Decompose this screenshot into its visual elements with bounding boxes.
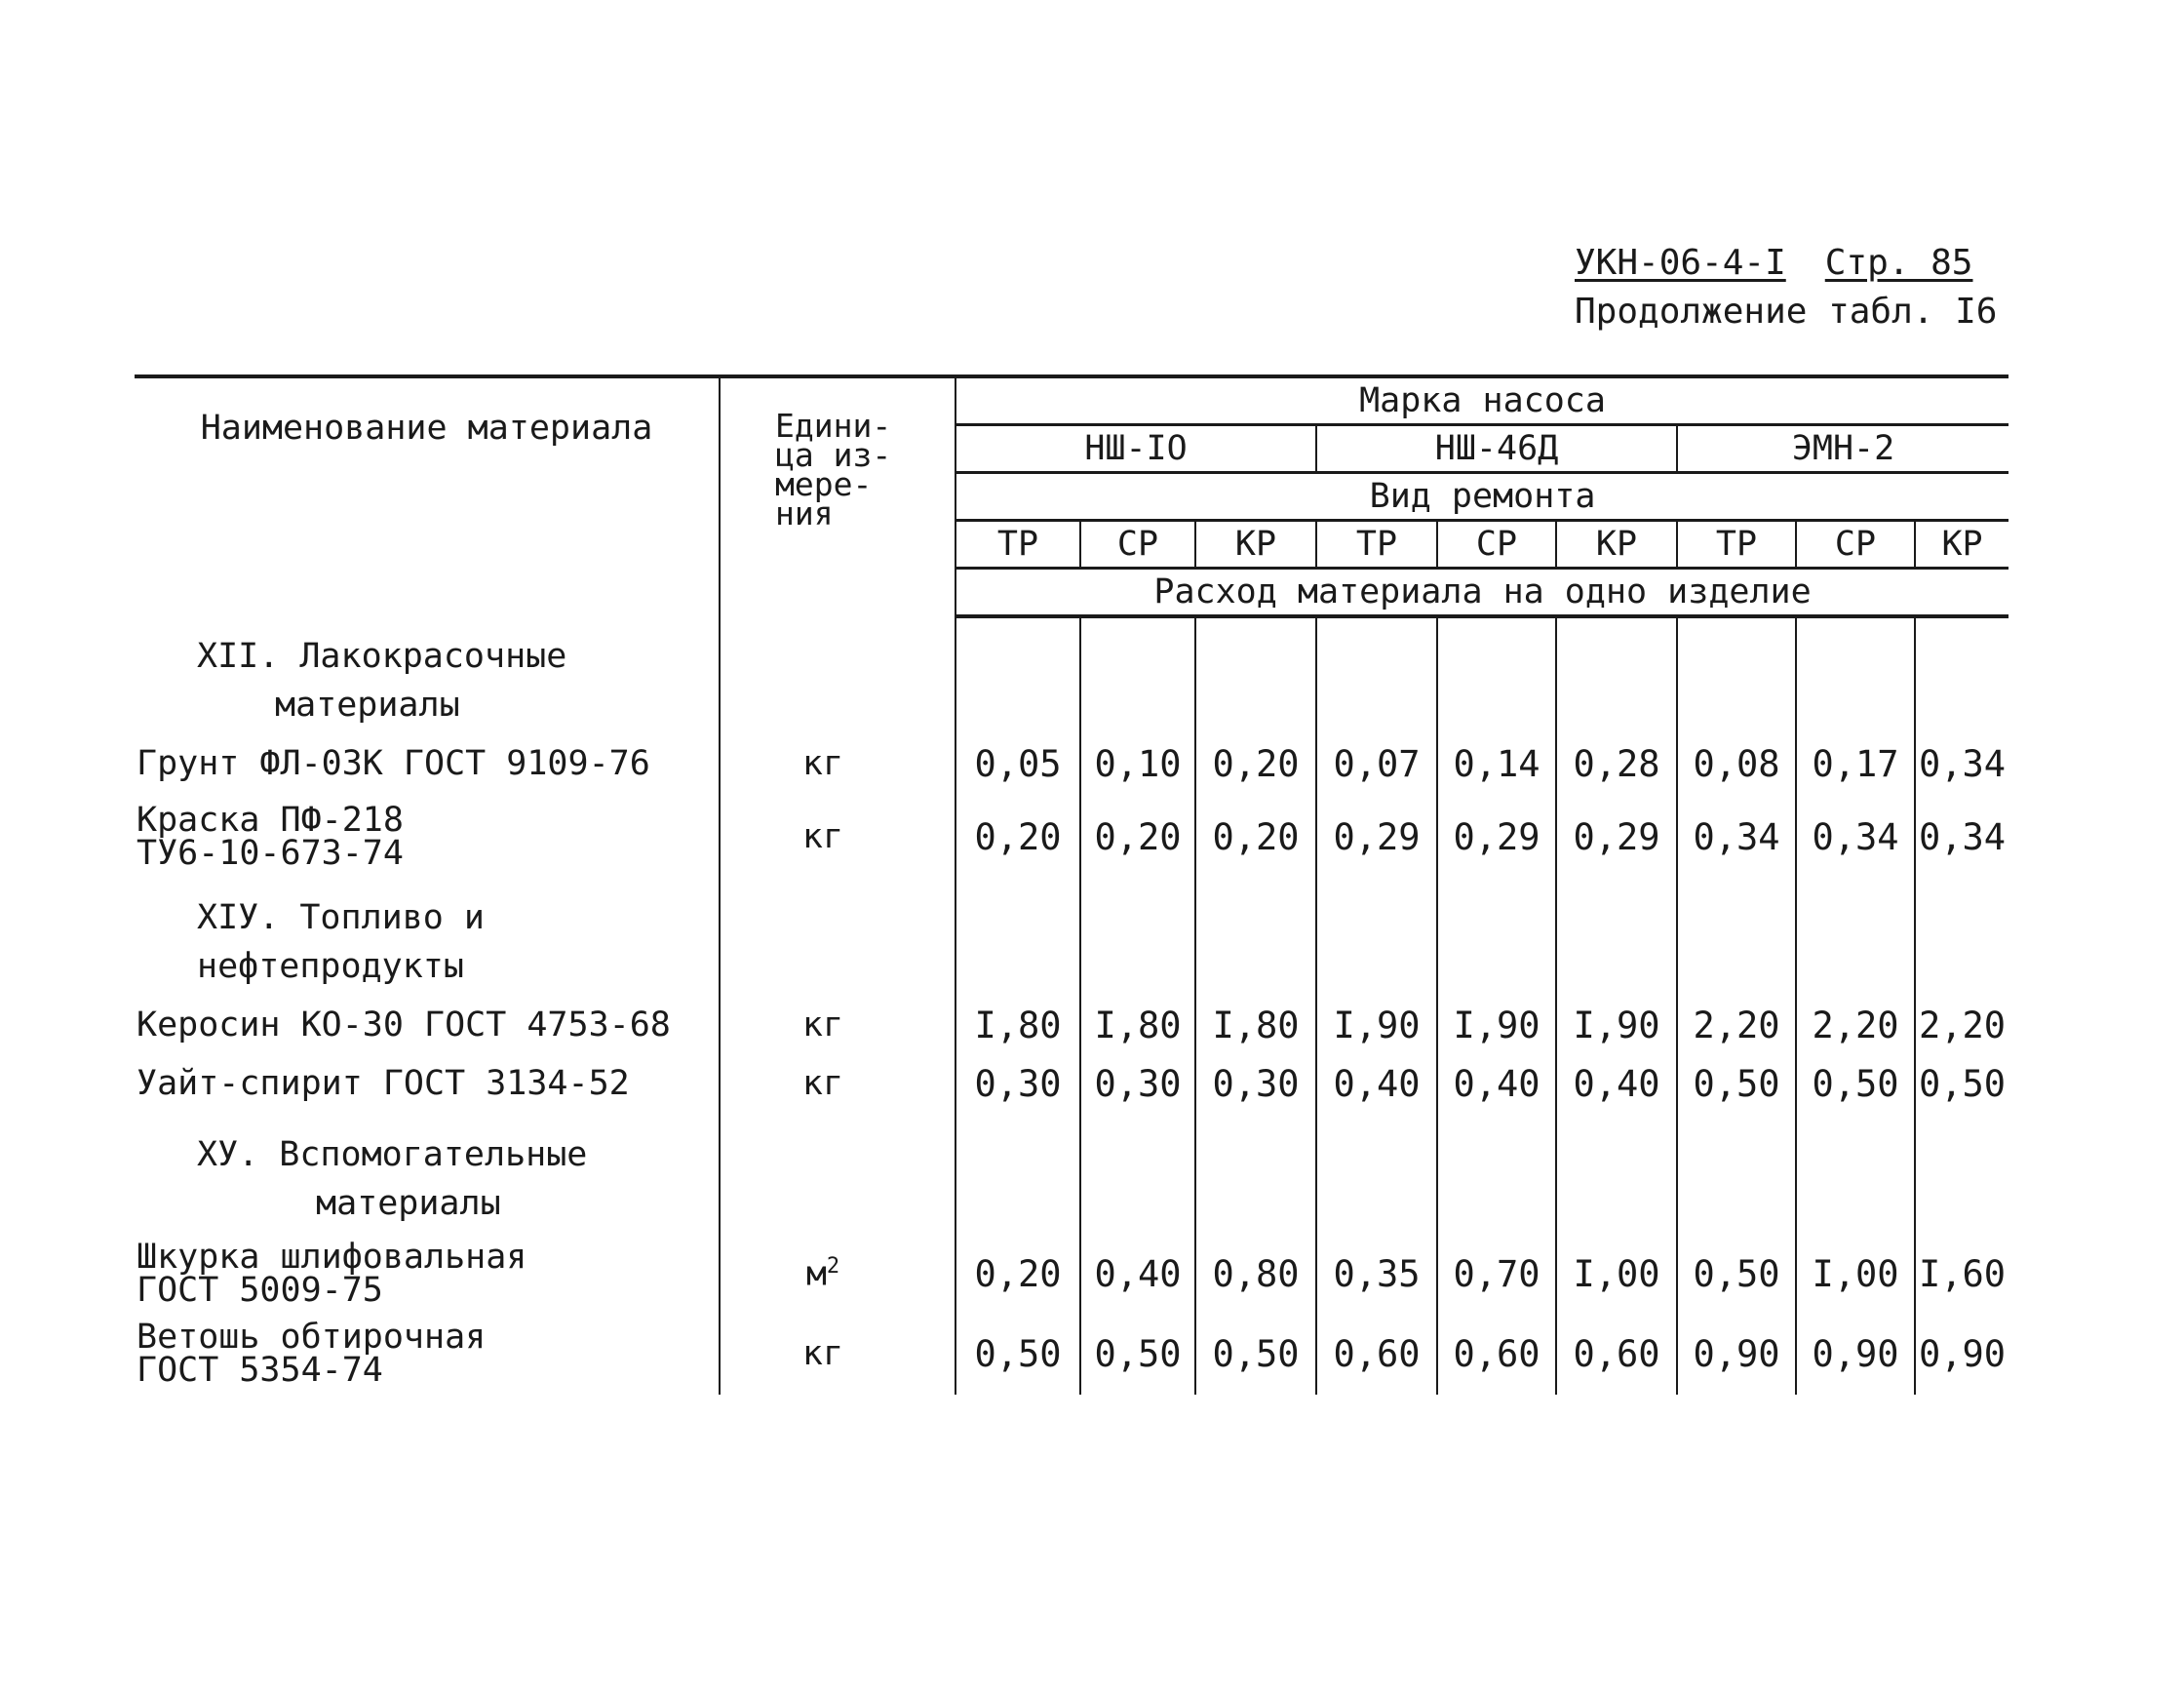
section-value-empty <box>1437 616 1556 731</box>
header-repair-code: КР <box>1915 521 2008 569</box>
unit-cell <box>720 1235 956 1313</box>
section-row <box>135 878 2008 993</box>
section-value-empty <box>1195 878 1316 993</box>
material-name <box>135 1057 720 1110</box>
material-name <box>135 796 720 878</box>
header-material-name: Наименование материала <box>135 376 720 616</box>
section-title-line2: материалы <box>316 1184 501 1223</box>
header-repair-code: КР <box>1195 521 1316 569</box>
value-cell: 0,34 <box>1915 731 2008 796</box>
value-cell: 0,50 <box>1796 1057 1915 1110</box>
section-value-empty <box>956 616 1080 731</box>
value-cell: 0,10 <box>1080 731 1195 796</box>
value-cell: 0,80 <box>1195 1235 1316 1313</box>
section-value-empty <box>1437 1110 1556 1235</box>
header-repair-type: Вид ремонта <box>956 473 2008 521</box>
value-cell: 0,30 <box>1195 1057 1316 1110</box>
section-value-empty <box>1677 1110 1796 1235</box>
value-cell: 0,08 <box>1677 731 1796 796</box>
page-reference <box>1575 239 2121 288</box>
table-row <box>135 1235 2008 1313</box>
section-value-empty <box>1080 616 1195 731</box>
section-value-empty <box>1556 616 1677 731</box>
value-cell: 0,20 <box>1195 731 1316 796</box>
unit-cell <box>720 1057 956 1110</box>
material-name-line2: ГОСТ 5009-75 <box>136 1271 383 1310</box>
unit-superscript: 2 <box>826 1253 840 1279</box>
value-cell: 0,35 <box>1316 1235 1437 1313</box>
section-unit-empty <box>720 1110 956 1235</box>
document-code: УКН-06-4-I <box>1575 243 1786 283</box>
material-name-line2: ГОСТ 5354-74 <box>136 1351 383 1390</box>
value-cell: 0,20 <box>974 815 1062 858</box>
header-unit: Едини- ца из- мере- ния <box>720 376 956 616</box>
value-cell: 0,90 <box>1796 1313 1915 1395</box>
value-cell: 0,34 <box>1677 796 1796 878</box>
section-value-empty <box>1915 616 2008 731</box>
value-cell: 0,29 <box>1556 796 1677 878</box>
materials-table <box>135 374 2008 1395</box>
value-cell: 0,50 <box>1677 1057 1796 1110</box>
value-cell: 0,30 <box>974 1062 1062 1105</box>
table-continuation: Продолжение табл. I6 <box>1575 292 1998 332</box>
value-cell: I,60 <box>1915 1235 2008 1313</box>
unit-text: кг <box>801 817 844 856</box>
section-value-empty <box>1195 616 1316 731</box>
table-row <box>135 796 2008 878</box>
unit-text: кг <box>801 1334 844 1373</box>
value-cell: 0,28 <box>1556 731 1677 796</box>
section-value-empty <box>1915 878 2008 993</box>
material-name <box>135 993 720 1057</box>
section-value-empty <box>1437 878 1556 993</box>
value-cell: 0,40 <box>1080 1235 1195 1313</box>
value-cell: 0,40 <box>1437 1057 1556 1110</box>
value-cell: 0,14 <box>1437 731 1556 796</box>
material-name-line1: Грунт ФЛ-03К ГОСТ 9109-76 <box>136 744 650 783</box>
section-title-line1: XУ. Вспомогательные <box>197 1135 588 1174</box>
value-cell: I,00 <box>1796 1235 1915 1313</box>
value-cell: 2,20 <box>1915 993 2008 1057</box>
unit-text: кг <box>801 744 844 783</box>
section-value-empty <box>1556 878 1677 993</box>
section-value-empty <box>1080 878 1195 993</box>
value-cell: 0,50 <box>1195 1313 1316 1395</box>
value-cell: 0,90 <box>1915 1313 2008 1395</box>
page-number: Стр. 85 <box>1824 243 1973 283</box>
value-cell: 0,60 <box>1316 1313 1437 1395</box>
section-title <box>135 616 720 731</box>
section-unit-empty <box>720 616 956 731</box>
material-name <box>135 1235 720 1313</box>
value-cell: 0,34 <box>1915 796 2008 878</box>
section-value-empty <box>1796 616 1915 731</box>
value-cell: 0,40 <box>1316 1057 1437 1110</box>
page-header <box>1575 239 2121 336</box>
header-repair-code: СР <box>1080 521 1195 569</box>
value-cell: 0,30 <box>1080 1057 1195 1110</box>
value-cell: I,90 <box>1437 993 1556 1057</box>
section-value-empty <box>956 878 1080 993</box>
section-value-empty <box>956 1110 1080 1235</box>
section-value-empty <box>1316 878 1437 993</box>
value-cell: I,80 <box>1080 993 1195 1057</box>
value-cell: 2,20 <box>1677 993 1796 1057</box>
value-cell: 0,34 <box>1796 796 1915 878</box>
value-cell: 0,50 <box>1677 1235 1796 1313</box>
unit-cell <box>720 731 956 796</box>
value-cell: 0,05 <box>974 742 1062 785</box>
value-cell: 0,60 <box>1556 1313 1677 1395</box>
table-row <box>135 993 2008 1057</box>
header-repair-code: КР <box>1556 521 1677 569</box>
material-name-line2: ТУ6-10-673-74 <box>136 834 404 873</box>
section-value-empty <box>1080 1110 1195 1235</box>
section-value-empty <box>1796 1110 1915 1235</box>
value-cell: I,80 <box>1195 993 1316 1057</box>
section-title-line2: материалы <box>275 686 460 725</box>
value-cell: 0,50 <box>1080 1313 1195 1395</box>
unit-cell <box>720 796 956 878</box>
value-cell: 0,40 <box>1556 1057 1677 1110</box>
material-name-line1: Шкурка шлифовальная <box>136 1238 527 1277</box>
unit-text: м <box>805 1254 827 1294</box>
section-value-empty <box>1915 1110 2008 1235</box>
material-name-line1: Уайт-спирит ГОСТ 3134-52 <box>136 1064 630 1103</box>
table-row <box>135 1313 2008 1395</box>
header-pump-emn2: ЭМН-2 <box>1677 425 2008 473</box>
section-title <box>135 1110 720 1235</box>
value-cell: 0,07 <box>1316 731 1437 796</box>
header-pump-nsh10: НШ-IO <box>956 425 1316 473</box>
section-title-line1: XIУ. Топливо и <box>197 898 486 937</box>
value-cell: I,80 <box>974 1004 1062 1046</box>
header-row-brand <box>135 376 2008 425</box>
value-cell: I,00 <box>1556 1235 1677 1313</box>
value-cell: 2,20 <box>1796 993 1915 1057</box>
section-title-line1: XII. Лакокрасочные <box>197 637 567 676</box>
value-cell: 0,17 <box>1796 731 1915 796</box>
header-consumption: Расход материала на одно изделие <box>956 569 2008 617</box>
section-value-empty <box>1556 1110 1677 1235</box>
value-cell: I,90 <box>1316 993 1437 1057</box>
value-cell: 0,29 <box>1437 796 1556 878</box>
section-row <box>135 1110 2008 1235</box>
material-name-line1: Краска ПФ-218 <box>136 801 404 840</box>
value-cell: 0,20 <box>1080 796 1195 878</box>
material-name <box>135 731 720 796</box>
table-row <box>135 731 2008 796</box>
section-title <box>135 878 720 993</box>
section-value-empty <box>1316 1110 1437 1235</box>
unit-cell <box>720 993 956 1057</box>
section-value-empty <box>1316 616 1437 731</box>
section-value-empty <box>1796 878 1915 993</box>
value-cell: 0,60 <box>1437 1313 1556 1395</box>
value-cell: 0,70 <box>1437 1235 1556 1313</box>
value-cell: 0,90 <box>1677 1313 1796 1395</box>
unit-cell <box>720 1313 956 1395</box>
header-repair-code: СР <box>1437 521 1556 569</box>
value-cell: 0,20 <box>974 1252 1062 1295</box>
header-repair-code: ТР <box>1677 521 1796 569</box>
value-cell: 0,50 <box>974 1332 1062 1375</box>
section-value-empty <box>1677 616 1796 731</box>
header-repair-code: СР <box>1796 521 1915 569</box>
table-row <box>135 1057 2008 1110</box>
header-pump-brand: Марка насоса <box>956 376 2008 425</box>
material-name-line1: Ветошь обтирочная <box>136 1318 487 1357</box>
material-name-line1: Керосин КО-30 ГОСТ 4753-68 <box>136 1005 671 1045</box>
section-value-empty <box>1677 878 1796 993</box>
section-title-line2: нефтепродукты <box>197 947 464 986</box>
section-unit-empty <box>720 878 956 993</box>
value-cell: 0,20 <box>1195 796 1316 878</box>
section-value-empty <box>1195 1110 1316 1235</box>
header-repair-code: ТР <box>1316 521 1437 569</box>
header-repair-code: ТР <box>956 521 1080 569</box>
section-row <box>135 616 2008 731</box>
header-pump-nsh46d: НШ-46Д <box>1316 425 1677 473</box>
value-cell: 0,29 <box>1316 796 1437 878</box>
unit-text: кг <box>801 1005 844 1045</box>
value-cell: 0,50 <box>1915 1057 2008 1110</box>
value-cell: I,90 <box>1556 993 1677 1057</box>
unit-text: кг <box>801 1064 844 1103</box>
material-name <box>135 1313 720 1395</box>
